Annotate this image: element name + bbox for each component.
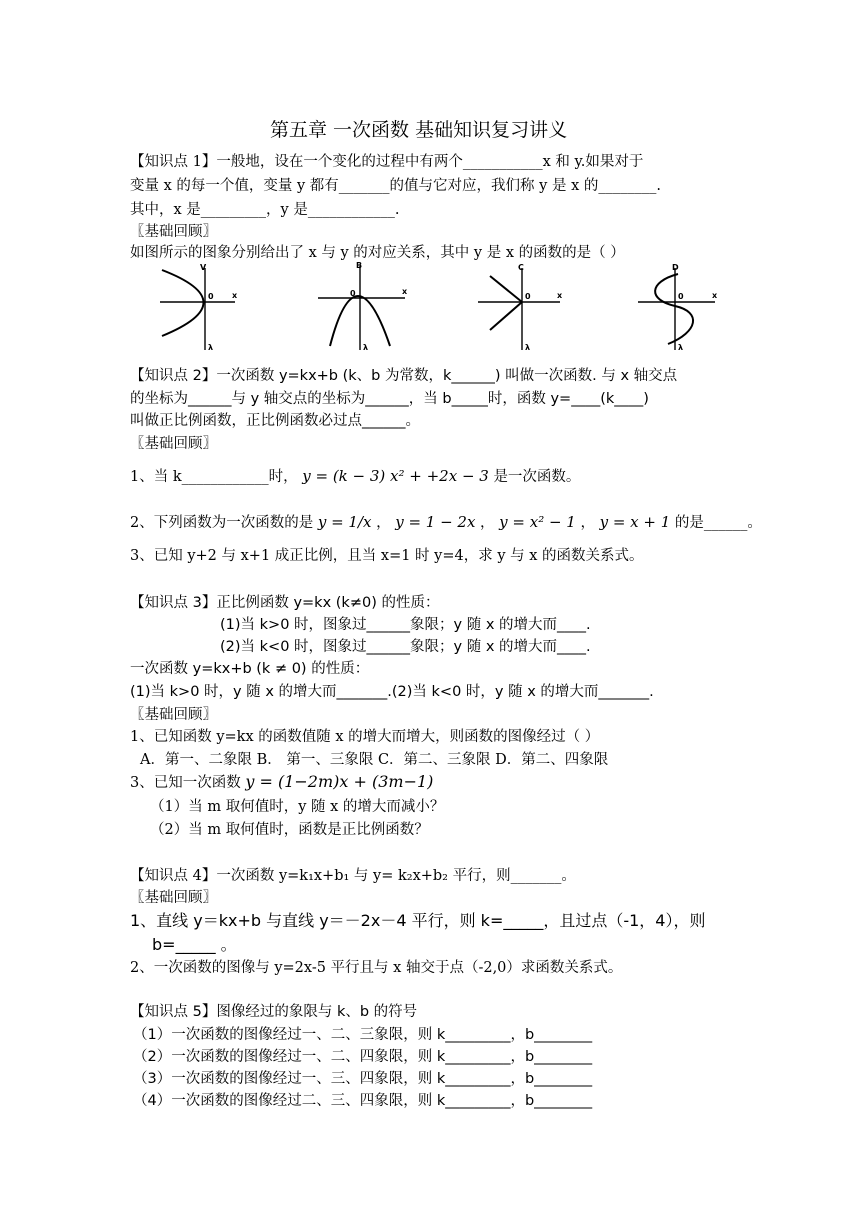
graph-origin-d: 0	[678, 292, 684, 301]
kp5-item-1: （1）一次函数的图像经过一、二、三象限，则 k_________，b________	[133, 1027, 593, 1043]
kp2-q2-formula-4: y = x + 1	[599, 513, 671, 531]
separator: ，	[376, 515, 391, 531]
kp2-q2-prefix: 2、下列函数为一次函数的是	[130, 515, 314, 531]
kp3-q3-prefix: 3、已知一次函数	[130, 775, 241, 791]
graph-y-label-v: λ	[208, 343, 214, 352]
kp3-line-4: 一次函数 y=kx+b (k ≠ 0) 的性质：	[130, 661, 370, 677]
kp2-q2-formula-2: y = 1 − 2x	[395, 513, 476, 531]
kp2-question-3: 3、已知 y+2 与 x+1 成正比例，且当 x=1 时 y=4，求 y 与 x 的函数关系式。	[130, 548, 644, 564]
graph-y-label-b: λ	[363, 343, 369, 352]
kp1-line-3: 其中，x 是_________，y 是____________.	[130, 202, 400, 218]
graph-x-label-v: x	[232, 291, 238, 300]
review-label-1: 〖基础回顾〗	[130, 224, 217, 240]
kp3-question-1: 1、已知函数 y=kx 的函数值随 x 的增大而增大，则函数的图像经过（ ）	[130, 729, 600, 745]
kp5-heading: 【知识点 5】图像经过的象限与 k、b 的符号	[130, 1004, 418, 1020]
kp3-question-1-options: A．第一、二象限 B． 第一、三象限 C．第二、三象限 D．第二、四象限	[140, 752, 609, 768]
graph-origin-v: 0	[208, 292, 214, 301]
kp2-line-1: 【知识点 2】一次函数 y=kx+b (k、b 为常数，k______) 叫做一次函数. 与 x 轴交点	[130, 368, 678, 384]
kp2-line-2: 的坐标为______与 y 轴交点的坐标为______，当 b_____时，函数 y=____(k____)	[130, 391, 649, 407]
page-title: 第五章 一次函数 基础知识复习讲义	[270, 119, 568, 141]
review-label-2: 〖基础回顾〗	[130, 436, 217, 452]
graph-origin-c: 0	[525, 292, 531, 301]
graph-v	[160, 268, 235, 350]
kp2-q1-suffix: 是一次函数。	[493, 469, 581, 485]
kp4-question-1-line-1: 1、直线 y＝kx+b 与直线 y＝－2x－4 平行，则 k=_____，且过点（-1，4），则	[130, 911, 706, 930]
kp2-q2-formula-1: y = 1/x	[317, 513, 372, 531]
separator: ，	[480, 515, 495, 531]
kp3-line-5: (1)当 k>0 时，y 随 x 的增大而_______.(2)当 k<0 时，y 随 x 的增大而_______.	[130, 684, 654, 700]
graph-c	[478, 268, 560, 350]
kp2-q1-prefix: 1、当 k____________时，	[130, 469, 298, 485]
kp5-item-3: （3）一次函数的图像经过一、三、四象限，则 k_________，b________	[133, 1071, 593, 1087]
kp3-line-3: (2)当 k<0 时，图象过______象限；y 随 x 的增大而____.	[220, 639, 591, 655]
kp3-line-2: (1)当 k>0 时，图象过______象限；y 随 x 的增大而____.	[220, 617, 591, 633]
review-label-3: 〖基础回顾〗	[130, 707, 217, 723]
kp3-question-3	[130, 772, 433, 793]
graph-b	[318, 266, 405, 350]
kp5-item-4: （4）一次函数的图像经过二、三、四象限，则 k_________，b________	[133, 1093, 593, 1109]
kp4-question-2: 2、一次函数的图像与 y=2x-5 平行且与 x 轴交于点（-2,0）求函数关系式。	[130, 960, 623, 976]
graph-y-label-c: λ	[525, 343, 531, 352]
graph-origin-b: 0	[350, 289, 356, 298]
kp2-question-1	[130, 466, 580, 487]
graph-d	[638, 268, 715, 350]
kp5-item-2: （2）一次函数的图像经过一、二、四象限，则 k_________，b________	[133, 1049, 593, 1065]
kp2-line-3: 叫做正比例函数，正比例函数必过点______。	[130, 413, 420, 429]
separator: ，	[580, 515, 595, 531]
kp2-question-2	[130, 512, 762, 533]
kp4-question-1-line-2: b=_____ 。	[152, 935, 237, 954]
graph-y-label-d: λ	[678, 343, 684, 352]
kp2-q1-formula: y = (k − 3) x² + +2x − 3	[302, 467, 489, 485]
kp1-line-1: 【知识点 1】一般地，设在一个变化的过程中有两个___________x 和 y.如果对于	[130, 154, 644, 170]
graph-x-label-b: x	[402, 287, 408, 296]
kp3-q3-formula: y = (1−2m)x + (3m−1)	[245, 772, 434, 791]
function-graphs	[150, 258, 750, 356]
kp3-question-3b: （2）当 m 取何值时，函数是正比例函数？	[150, 822, 429, 838]
kp4-line-1: 【知识点 4】一次函数 y=k₁x+b₁ 与 y= k₂x+b₂ 平行，则_______。	[130, 868, 576, 884]
graph-x-label-c: x	[557, 291, 563, 300]
graph-label-c: C	[518, 263, 524, 272]
graph-x-label-d: x	[712, 291, 718, 300]
kp2-q2-suffix: 的是______。	[674, 515, 762, 531]
kp1-line-2: 变量 x 的每一个值，变量 y 都有_______的值与它对应，我们称 y 是 x 的________.	[130, 178, 661, 194]
kp3-line-1: 【知识点 3】正比例函数 y=kx (k≠0) 的性质：	[130, 595, 440, 611]
kp2-q2-formula-3: y = x² − 1	[499, 513, 576, 531]
review-label-4: 〖基础回顾〗	[130, 890, 217, 906]
kp3-question-3a: （1）当 m 取何值时，y 随 x 的增大而减小？	[150, 799, 445, 815]
graph-label-d: D	[672, 263, 679, 272]
kp1-question: 如图所示的图象分别给出了 x 与 y 的对应关系，其中 y 是 x 的函数的是（ ）	[130, 245, 625, 261]
graph-label-b: B	[356, 261, 363, 270]
graph-label-v: V	[200, 263, 207, 272]
